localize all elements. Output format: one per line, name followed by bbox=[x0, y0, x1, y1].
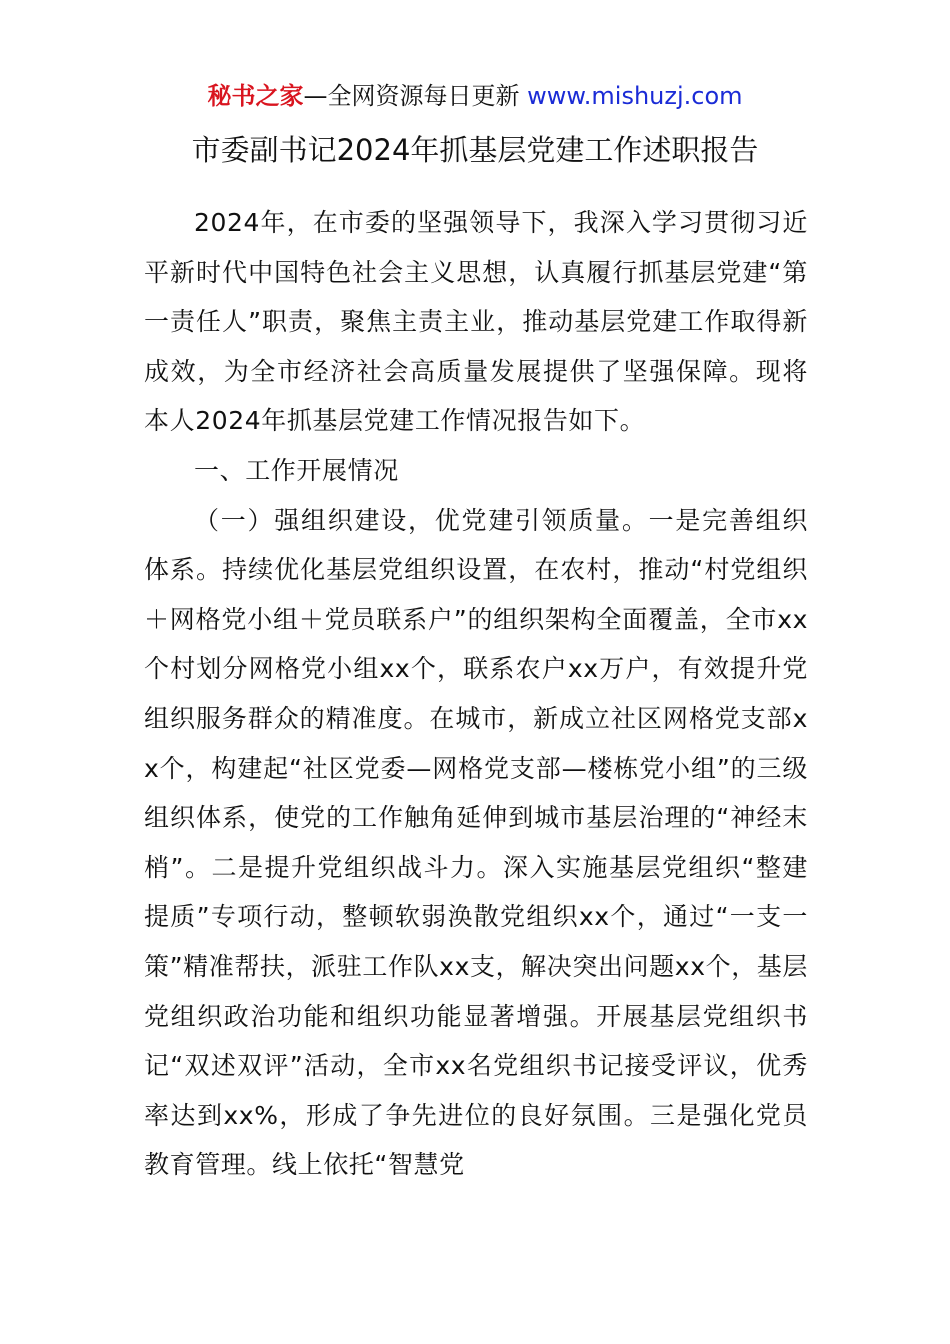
body-paragraph: （一）强组织建设，优党建引领质量。一是完善组织体系。持续优化基层党组织设置，在农村，推动“村党组织＋网格党小组＋党员联系户”的组织架构全面覆盖，全市xx个村划分网格党小组xx个，联系农户xx万户，有效提升党组织服务群众的精准度。在城市，新成立社区网格党支部xx个，构建起“社区党委—网格党支部—楼栋党小组”的三级组织体系，使党的工作触角延伸到城市基层治理的“神经末梢”。二是提升党组织战斗力。深入实施基层党组织“整建提质”专项行动，整顿软弱涣散党组织xx个，通过“一支一策”精准帮扶，派驻工作队xx支，解决突出问题xx个，基层党组织政治功能和组织功能显著增强。开展基层党组织书记“双述双评”活动，全市xx名党组织书记接受评议，优秀率达到xx%，形成了争先进位的良好氛围。三是强化党员教育管理。线上依托“智慧党 bbox=[144, 505, 808, 1180]
intro-paragraph: 2024年，在市委的坚强领导下，我深入学习贯彻习近平新时代中国特色社会主义思想，认真履行抓基层党建“第一责任人”职责，聚焦主责主业，推动基层党建工作取得新成效，为全市经济社会高质量发展提供了坚强保障。现将本人2024年抓基层党建工作情况报告如下。 bbox=[144, 208, 808, 436]
header-tagline: —全网资源每日更新 bbox=[303, 82, 528, 110]
document-title: 市委副书记2024年抓基层党建工作述职报告 bbox=[191, 133, 759, 167]
site-header bbox=[0, 80, 950, 112]
brand-name: 秘书之家 bbox=[207, 82, 304, 110]
site-url-link[interactable]: www.mishuzj.com bbox=[527, 82, 743, 110]
section-heading: 一、工作开展情况 bbox=[194, 455, 399, 485]
document-body bbox=[144, 198, 808, 1190]
